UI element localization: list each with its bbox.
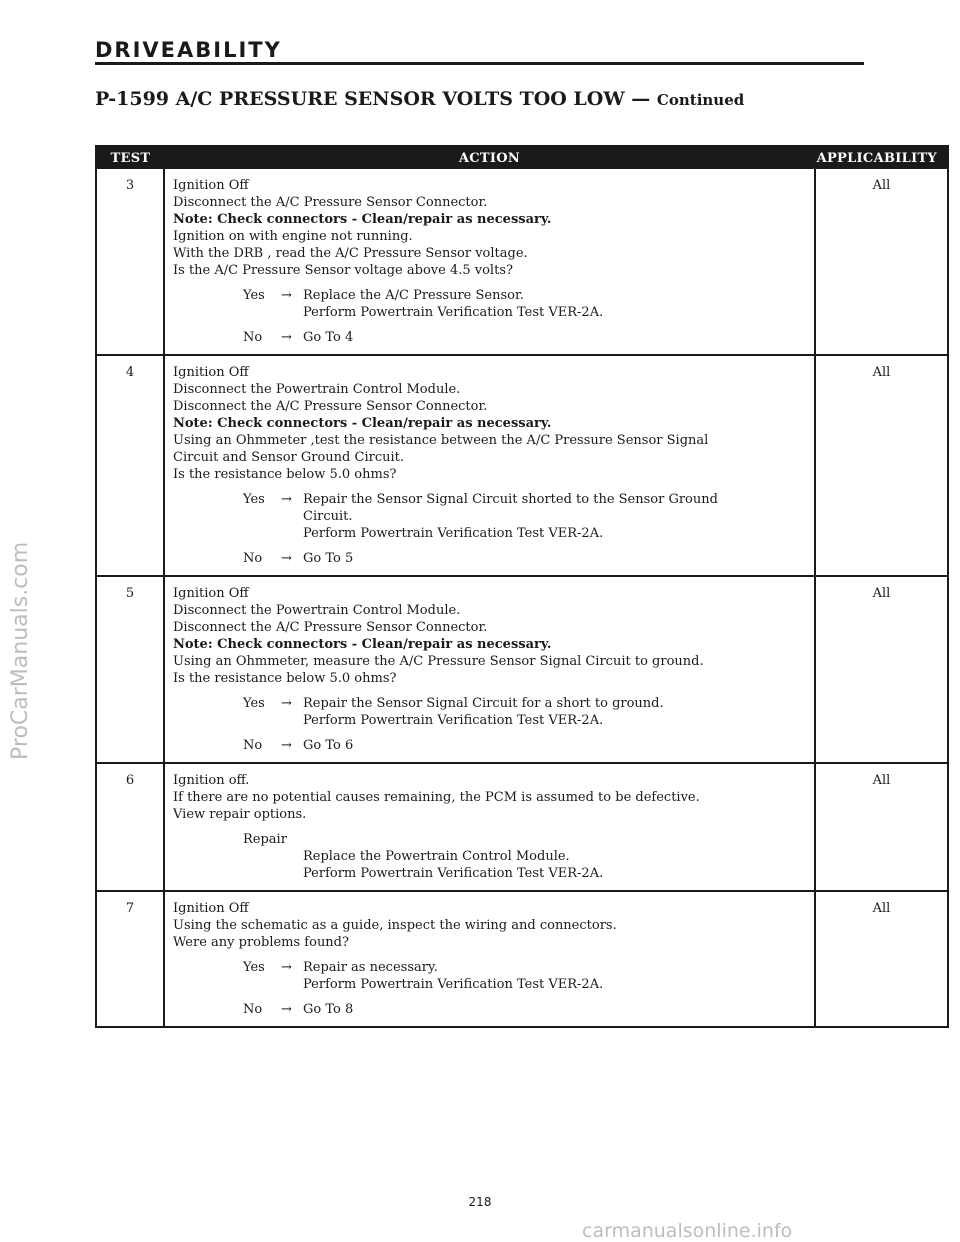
no-text: Go To 6 <box>303 738 354 753</box>
arrow-icon: → <box>281 696 292 711</box>
step: Disconnect the Powertrain Control Module. <box>173 382 461 397</box>
no-response <box>243 1001 810 1018</box>
no-label: No <box>243 1002 263 1017</box>
action-cell <box>164 576 815 763</box>
arrow-icon: → <box>281 288 292 303</box>
section-title: DRIVEABILITY <box>95 38 282 62</box>
yes-response <box>243 959 810 993</box>
yes-label: Yes <box>243 288 265 303</box>
table-row <box>96 169 948 355</box>
yes-text: Circuit. <box>303 509 353 524</box>
step: Were any problems found? <box>173 935 349 950</box>
arrow-icon: → <box>281 960 292 975</box>
yes-response <box>243 491 810 542</box>
header-test: TEST <box>96 146 164 169</box>
test-number: 5 <box>96 576 164 763</box>
step: If there are no potential causes remaining, the PCM is assumed to be defective. <box>173 790 700 805</box>
test-procedure-table <box>95 145 949 1028</box>
step: Using an Ohmmeter ,test the resistance between the A/C Pressure Sensor Signal <box>173 433 709 448</box>
applicability: All <box>815 576 948 763</box>
repair-label: Repair <box>243 832 287 847</box>
header-applicability: APPLICABILITY <box>815 146 948 169</box>
step: Ignition on with engine not running. <box>173 229 413 244</box>
yes-response <box>243 287 810 321</box>
page-title <box>95 88 744 110</box>
yes-text: Repair the Sensor Signal Circuit shorted to the Sensor Ground <box>303 492 718 507</box>
title-main: P-1599 A/C PRESSURE SENSOR VOLTS TOO LOW — <box>95 88 651 110</box>
section-divider <box>95 62 864 65</box>
action-cell <box>164 169 815 355</box>
yes-label: Yes <box>243 960 265 975</box>
yes-text: Perform Powertrain Verification Test VER-2A. <box>303 977 604 992</box>
arrow-icon: → <box>281 551 292 566</box>
applicability: All <box>815 355 948 576</box>
no-response <box>243 550 810 567</box>
step: Disconnect the A/C Pressure Sensor Connector. <box>173 620 488 635</box>
arrow-icon: → <box>281 738 292 753</box>
step: Using an Ohmmeter, measure the A/C Pressure Sensor Signal Circuit to ground. <box>173 654 704 669</box>
no-response <box>243 329 810 346</box>
no-text: Go To 5 <box>303 551 354 566</box>
step: Using the schematic as a guide, inspect the wiring and connectors. <box>173 918 617 933</box>
repair-text: Perform Powertrain Verification Test VER-2A. <box>303 866 604 881</box>
arrow-icon: → <box>281 1002 292 1017</box>
table-row <box>96 576 948 763</box>
applicability: All <box>815 891 948 1027</box>
step: Ignition Off <box>173 586 249 601</box>
step: Is the resistance below 5.0 ohms? <box>173 671 397 686</box>
test-number: 7 <box>96 891 164 1027</box>
yes-text: Replace the A/C Pressure Sensor. <box>303 288 524 303</box>
yes-label: Yes <box>243 492 265 507</box>
step: Is the A/C Pressure Sensor voltage above 4.5 volts? <box>173 263 513 278</box>
arrow-icon: → <box>281 330 292 345</box>
page-number: 218 <box>468 1195 492 1209</box>
action-cell <box>164 763 815 891</box>
step: Disconnect the A/C Pressure Sensor Connector. <box>173 195 488 210</box>
arrow-icon: → <box>281 492 292 507</box>
yes-text: Perform Powertrain Verification Test VER-2A. <box>303 305 604 320</box>
test-number: 6 <box>96 763 164 891</box>
title-continued: Continued <box>656 91 745 109</box>
step: Disconnect the A/C Pressure Sensor Connector. <box>173 399 488 414</box>
step-note: Note: Check connectors - Clean/repair as necessary. <box>173 637 552 652</box>
header-action: ACTION <box>164 146 815 169</box>
action-cell <box>164 891 815 1027</box>
applicability: All <box>815 763 948 891</box>
step: With the DRB , read the A/C Pressure Sensor voltage. <box>173 246 528 261</box>
yes-text: Perform Powertrain Verification Test VER-2A. <box>303 713 604 728</box>
footer-watermark: carmanualsonline.info <box>582 1220 793 1242</box>
no-label: No <box>243 738 263 753</box>
step: Is the resistance below 5.0 ohms? <box>173 467 397 482</box>
yes-text: Repair as necessary. <box>303 960 438 975</box>
step: Disconnect the Powertrain Control Module. <box>173 603 461 618</box>
test-number: 3 <box>96 169 164 355</box>
step-note: Note: Check connectors - Clean/repair as necessary. <box>173 212 552 227</box>
no-label: No <box>243 551 263 566</box>
step: Ignition Off <box>173 178 249 193</box>
step: View repair options. <box>173 807 307 822</box>
no-text: Go To 4 <box>303 330 354 345</box>
yes-label: Yes <box>243 696 265 711</box>
table-row <box>96 763 948 891</box>
test-number: 4 <box>96 355 164 576</box>
table-row <box>96 355 948 576</box>
yes-text: Perform Powertrain Verification Test VER-2A. <box>303 526 604 541</box>
yes-response <box>243 695 810 729</box>
applicability: All <box>815 169 948 355</box>
yes-text: Repair the Sensor Signal Circuit for a short to ground. <box>303 696 664 711</box>
no-label: No <box>243 330 263 345</box>
repair-text: Replace the Powertrain Control Module. <box>303 849 570 864</box>
step: Ignition Off <box>173 365 249 380</box>
no-response <box>243 737 810 754</box>
side-watermark: ProCarManuals.com <box>8 541 33 760</box>
step: Ignition Off <box>173 901 249 916</box>
table-header-row <box>96 146 948 169</box>
step: Circuit and Sensor Ground Circuit. <box>173 450 404 465</box>
step-note: Note: Check connectors - Clean/repair as necessary. <box>173 416 552 431</box>
step: Ignition off. <box>173 773 250 788</box>
no-text: Go To 8 <box>303 1002 354 1017</box>
table-row <box>96 891 948 1027</box>
action-cell <box>164 355 815 576</box>
